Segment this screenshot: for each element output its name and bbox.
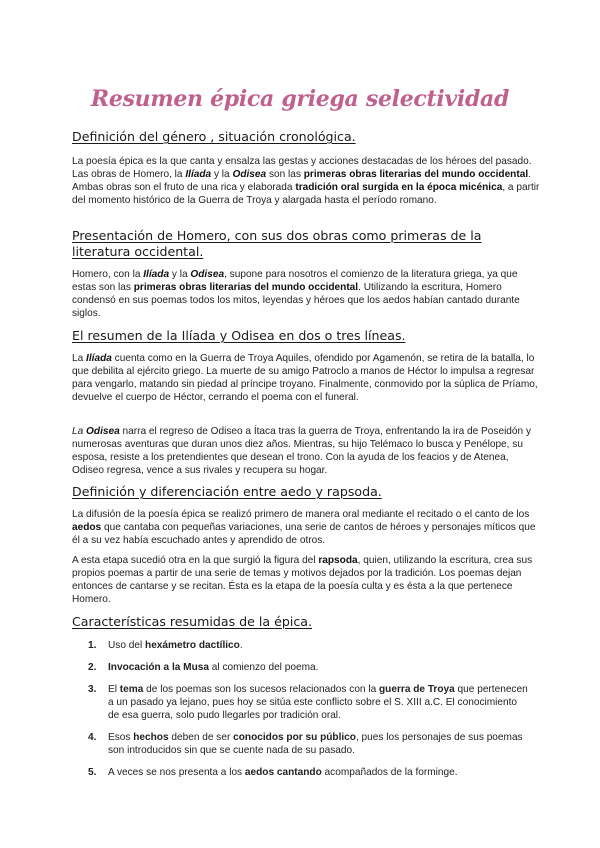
list-item: [88, 639, 528, 652]
text-run: Odisea: [232, 169, 267, 180]
text-run: que cantaba con pequeñas variaciones, una serie de cantos de héroes y personajes míticos que él a su vez había escuchado antes y aprendido de otros.: [72, 522, 536, 546]
section-heading-homero: Presentación de Homero, con sus dos obras como primeras de la literatura occidental.: [72, 228, 482, 259]
text-run: La: [72, 353, 87, 364]
list-text: [108, 662, 318, 673]
text-run: , pues los personajes de sus poemas son introducidos sin que se cuente nada de su pasado.: [108, 732, 523, 756]
text-run: aedos cantando: [244, 767, 322, 778]
text-run: , supone para nosotros el comienzo de la literatura griega, ya que estas son las: [72, 269, 518, 293]
section-heading-aedo-rapsoda: Definición y diferenciación entre aedo y rapsoda.: [72, 484, 382, 499]
text-run: Homero, con la: [72, 269, 144, 280]
text-run: tema: [119, 684, 144, 695]
paragraph: [72, 268, 542, 320]
text-run: Invocación a la Musa: [108, 662, 209, 673]
text-run: de los poemas son los sucesos relacionados con la: [143, 684, 380, 695]
list-item: [88, 766, 528, 779]
paragraph: [72, 155, 542, 207]
text-run: , a partir del momento histórico de la Guerra de Troya y alargada hasta el período romano.: [72, 182, 540, 206]
text-run: primeras obras literarias del mundo occidental: [303, 169, 529, 180]
text-run: primeras obras literarias del mundo occidental: [133, 282, 359, 293]
text-run: La difusión de la poesía épica se realizó primero de manera oral mediante el recitado o el canto de los: [72, 509, 530, 520]
section-heading-caracteristicas: Características resumidas de la épica.: [72, 614, 312, 629]
list-text: [108, 767, 458, 778]
text-run: guerra de Troya: [379, 684, 455, 695]
text-run: Esos: [108, 732, 134, 743]
text-run: A veces se nos presenta a los: [108, 767, 245, 778]
list-text: [108, 732, 523, 756]
text-run: Uso del: [108, 640, 146, 651]
section-heading-genero: Definición del género , situación cronológica.: [72, 129, 356, 144]
paragraph: [72, 425, 542, 477]
list-number: 5.: [88, 767, 97, 778]
text-run: La poesía épica es la que canta y ensalza las gestas y acciones destacadas de los héroes del pasado. Las obras de Homero, la: [72, 156, 532, 180]
text-run: Odisea: [86, 426, 120, 437]
list-number: 4.: [88, 732, 97, 743]
text-run: son las: [266, 169, 304, 180]
text-run: hechos: [133, 732, 169, 743]
text-run: . Ambas obras son el fruto de una rica y elaborada: [72, 169, 531, 193]
text-run: al comienzo del poema.: [208, 662, 319, 673]
text-run: , quien, utilizando la escritura, crea sus propios poemas a partir de una serie de temas y motivos dejados por la tradición. Los poemas dejan entonces de cantarse y se recitan. Ésta es la etapa de la poesía culta y es ésta a la que pertenece Homero.: [72, 555, 533, 605]
text-run: . Utilizando la escritura, Homero condensó en sus poemas todos los mitos, leyendas y héroes que los aedos habían cantado durante siglos.: [72, 282, 520, 319]
list-number: 1.: [88, 640, 97, 651]
text-run: aedos: [72, 522, 102, 533]
text-run: Odisea: [190, 269, 225, 280]
text-run: La: [72, 426, 87, 437]
text-run: tradición oral surgida en la época micénica: [295, 182, 503, 193]
text-run: .: [239, 640, 243, 651]
list-text: [108, 684, 528, 721]
text-run: deben de ser: [168, 732, 234, 743]
text-run: rapsoda: [318, 555, 358, 566]
text-run: acompañados de la forminge.: [321, 767, 458, 778]
text-run: Ilíada: [86, 353, 112, 364]
list-item: [88, 683, 528, 722]
text-run: hexámetro dactílico: [145, 640, 240, 651]
text-run: que pertenecen a un pasado ya lejano, pues hoy se sitúa este conflicto sobre el S. XIII a.C. El conocimiento de esa guerra, solo pudo llegarles por tradición oral.: [108, 684, 528, 721]
text-run: A esta etapa sucedió otra en la que surgió la figura del: [72, 555, 319, 566]
page-title: Resumen épica griega selectividad: [90, 86, 510, 112]
list-text: [108, 640, 243, 651]
text-run: Ilíada: [185, 169, 212, 180]
text-run: conocidos por su público: [233, 732, 356, 743]
text-run: Ilíada: [143, 269, 170, 280]
paragraph: [72, 508, 542, 547]
paragraph: [72, 352, 542, 404]
text-run: y la: [211, 169, 233, 180]
text-run: narra el regreso de Odiseo a Ítaca tras la guerra de Troya, enfrentando la ira de Poseidón y numerosas aventuras que duran unos diez años. Mientras, su hijo Telémaco lo busca y Penélope, su esposa, resiste a los pretendientes que desean el trono. Con la ayuda de los feacios y de Atenea, Odiseo regresa, vence a sus rivales y recupera su hogar.: [72, 426, 531, 476]
section-heading-resumen: El resumen de la Ilíada y Odisea en dos o tres líneas.: [72, 328, 406, 343]
list-number: 3.: [88, 684, 97, 695]
list-number: 2.: [88, 662, 97, 673]
text-run: El: [108, 684, 120, 695]
characteristics-list: [88, 639, 528, 779]
list-item: [88, 731, 528, 757]
list-item: [88, 661, 528, 674]
paragraph: [72, 554, 542, 606]
text-run: y la: [169, 269, 191, 280]
text-run: cuenta como en la Guerra de Troya Aquiles, ofendido por Agamenón, se retira de la batalla, lo que debilita al ejército griego. La muerte de su amigo Patroclo a manos de Héctor lo impulsa a regresar para vengarlo, matando sin piedad al príncipe troyano. Finalmente, conmovido por la súplica de Príamo, devuelve el cuerpo de Héctor, cerrando el poema con el funeral.: [72, 353, 538, 403]
